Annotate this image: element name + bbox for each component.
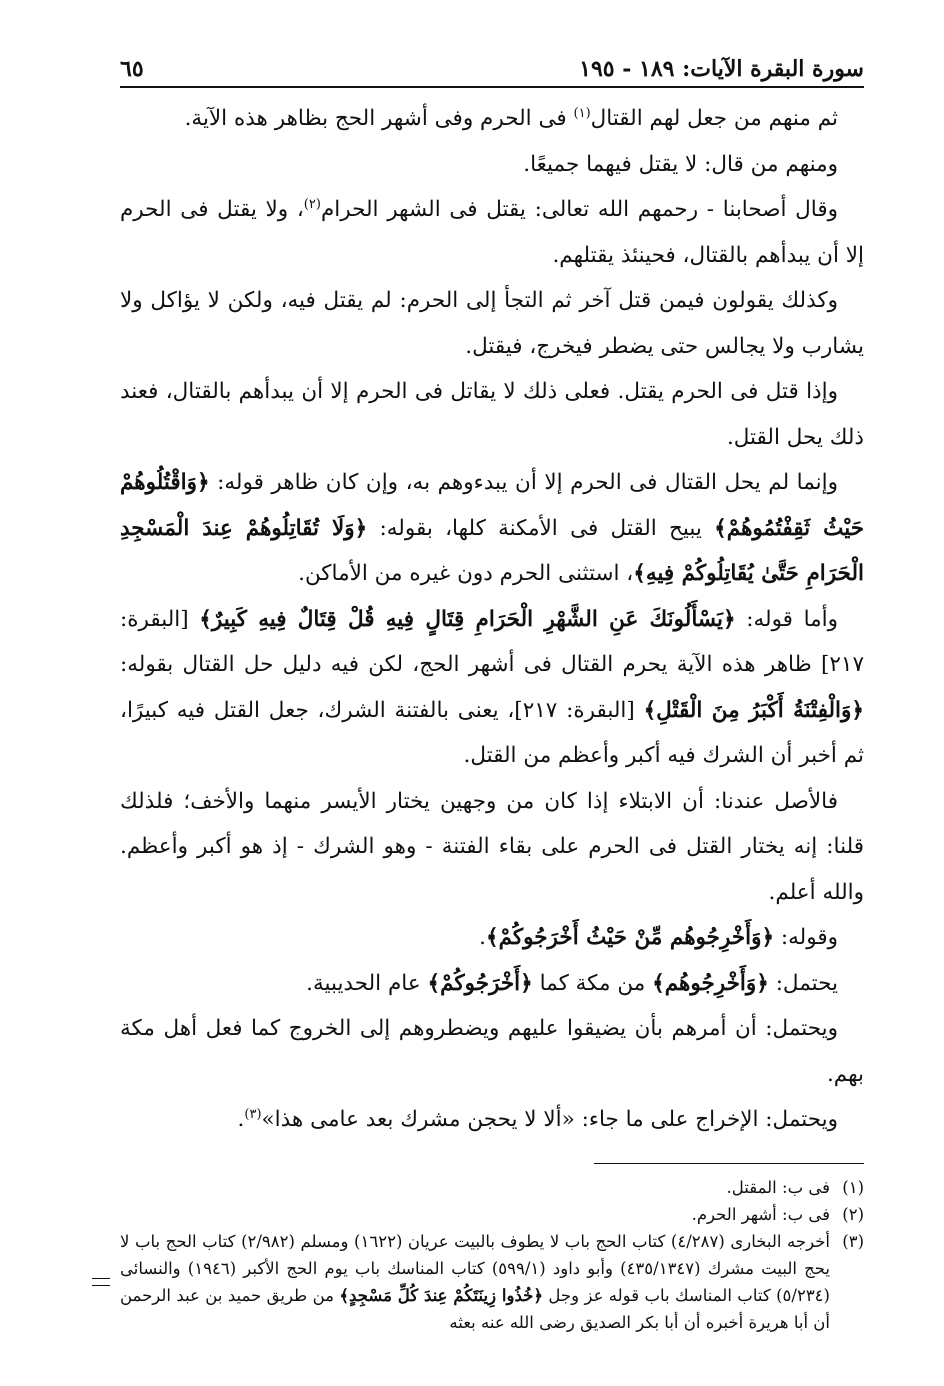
continuation-mark	[92, 1278, 110, 1286]
text-run: وإنما لم يحل القتال فى الحرم إلا أن يبدءوهم به، وإن كان ظاهر قوله:	[209, 470, 838, 495]
text-run: ويحتمل: الإخراج على ما جاء: «ألا لا يحجن مشرك بعد عامى هذا»	[261, 1107, 838, 1132]
text-run: أخرجه البخارى (٤/٢٨٧) كتاب الحج باب لا يطوف بالبيت عريان (١٦٢٢) ومسلم (٢/٩٨٢) كتاب الحج باب لا يحج البيت مشرك (٤٣٥/١٣٤٧) وأبو داود (٥٩٩/١) كتاب المناسك باب يوم الحج الأكبر (١٩٤٦) والنسائى (٥/٢٣٤) كتاب المناسك باب قوله عز وجل	[120, 1231, 830, 1305]
text-run: .	[237, 1107, 245, 1132]
quran-quote: ﴿أَخْرَجُوكُمْ﴾	[427, 970, 533, 996]
footnote-divider	[594, 1163, 864, 1164]
paragraph	[120, 369, 864, 460]
quran-quote: ﴿وَاقْتُلُوهُمْ حَيْثُ ثَقِفْتُمُوهُمْ﴾	[120, 470, 864, 541]
quran-quote: ﴿خُذُوا زِينَتَكُمْ عِندَ كُلِّ مَسْجِدٍ﴾	[339, 1285, 544, 1305]
footnotes	[120, 1174, 864, 1336]
paragraph	[120, 187, 864, 278]
paragraph	[120, 1097, 864, 1143]
text-run: وأما قوله:	[735, 606, 838, 632]
footnote-text	[120, 1228, 830, 1336]
text-run: [البقرة: ٢١٧] ظاهر هذه الآية يحرم القتال فى أشهر الحج، لكن فيه دليل حل القتال بقوله:	[120, 606, 864, 677]
footnote-ref: (١)	[573, 105, 591, 121]
paragraph	[120, 460, 864, 597]
text-run: من طريق حميد بن عبد الرحمن أن أبا هريرة أخبره أن أبا بكر الصديق رضى الله عنه بعثه	[120, 1285, 830, 1332]
page-header	[120, 40, 864, 88]
footnote-text: فى ب: أشهر الحرم.	[691, 1204, 830, 1224]
text-run: ومنهم من قال: لا يقتل فيهما جميعًا.	[523, 151, 838, 177]
text-run: .	[479, 925, 487, 950]
footnote-number: (٢)	[842, 1204, 864, 1224]
text-run: فالأصل عندنا: أن الابتلاء إذا كان من وجهين يختار الأيسر منهما والأخف؛ فلذلك قلنا: إنه يختار القتل فى الحرم على بقاء الفتنة - وهو الشرك - إذ هو أكبر وأعظم. والله أعلم.	[120, 788, 864, 905]
text-run: ويحتمل: أن أمرهم بأن يضيقوا عليهم ويضطروهم إلى الخروج كما فعل أهل مكة بهم.	[120, 1016, 864, 1087]
text-run: وإذا قتل فى الحرم يقتل. فعلى ذلك لا يقاتل فى الحرم إلا أن يبدأهم بالقتال، فعند ذلك يحل القتل.	[120, 379, 864, 450]
paragraph	[120, 597, 864, 779]
paragraph	[120, 915, 864, 961]
text-run: وقوله:	[774, 925, 838, 950]
footnote	[120, 1174, 864, 1201]
paragraph	[120, 142, 864, 188]
text-run: عام الحديبية.	[306, 970, 428, 996]
text-run: [البقرة: ٢١٧]، يعنى بالفتنة الشرك، جعل القتل فيه كبيرًا، ثم أخبر أن الشرك فيه أكبر وأعظم من القتل.	[120, 697, 864, 768]
footnote-text: فى ب: المقتل.	[726, 1177, 830, 1197]
text-run: من مكة كما	[532, 970, 653, 996]
footnote-ref: (٢)	[303, 196, 321, 212]
paragraph	[120, 779, 864, 916]
text-run: يبيح القتل فى الأمكنة كلها، بقوله:	[367, 515, 715, 541]
text-run: وقال أصحابنا - رحمهم الله تعالى: يقتل فى الشهر الحرام	[320, 197, 838, 222]
quran-quote: ﴿وَأَخْرِجُوهُم مِّنْ حَيْثُ أَخْرَجُوكُمْ﴾	[486, 925, 775, 950]
text-run: فى الحرم وفى أشهر الحج بظاهر هذه الآية.	[184, 106, 574, 131]
footnote	[120, 1228, 864, 1336]
quran-quote: ﴿يَسْأَلُونَكَ عَنِ الشَّهْرِ الْحَرَامِ قِتَالٍ فِيهِ قُلْ قِتَالٌ فِيهِ كَبِيرٌ﴾	[199, 606, 736, 632]
paragraph	[120, 278, 864, 369]
text-run: ، ولا يقتل فى الحرم إلا أن يبدأهم بالقتال، فحينئذ يقتلهم.	[120, 197, 864, 268]
text-run: وكذلك يقولون فيمن قتل آخر ثم التجأ إلى الحرم: لم يقتل فيه، ولكن لا يؤاكل ولا يشارب ولا يجالس حتى يضطر فيخرج، فيقتل.	[120, 288, 864, 359]
paragraph	[120, 96, 864, 142]
page-number: ٦٥	[120, 56, 144, 82]
footnote-ref: (٣)	[244, 1106, 262, 1122]
footnote-number: (٣)	[842, 1231, 864, 1251]
footnote-number: (١)	[842, 1177, 864, 1197]
quran-quote: ﴿وَلَا تُقَاتِلُوهُمْ عِندَ الْمَسْجِدِ الْحَرَامِ حَتَّىٰ يُقَاتِلُوكُمْ فِيهِ﴾	[120, 515, 864, 586]
quran-quote: ﴿وَأَخْرِجُوهُم﴾	[652, 970, 769, 996]
text-run: ثم منهم من جعل لهم القتال	[590, 106, 838, 131]
running-title: سورة البقرة الآيات: ١٨٩ - ١٩٥	[579, 56, 864, 82]
text-run: ، استثنى الحرم دون غيره من الأماكن.	[298, 561, 634, 586]
main-text	[120, 96, 864, 1143]
footnote	[120, 1201, 864, 1228]
text-run: يحتمل:	[768, 970, 838, 996]
quran-quote: ﴿وَالْفِتْنَةُ أَكْبَرُ مِنَ الْقَتْلِ﴾	[643, 697, 864, 723]
document-page	[120, 40, 864, 1340]
paragraph	[120, 961, 864, 1007]
paragraph	[120, 1006, 864, 1097]
